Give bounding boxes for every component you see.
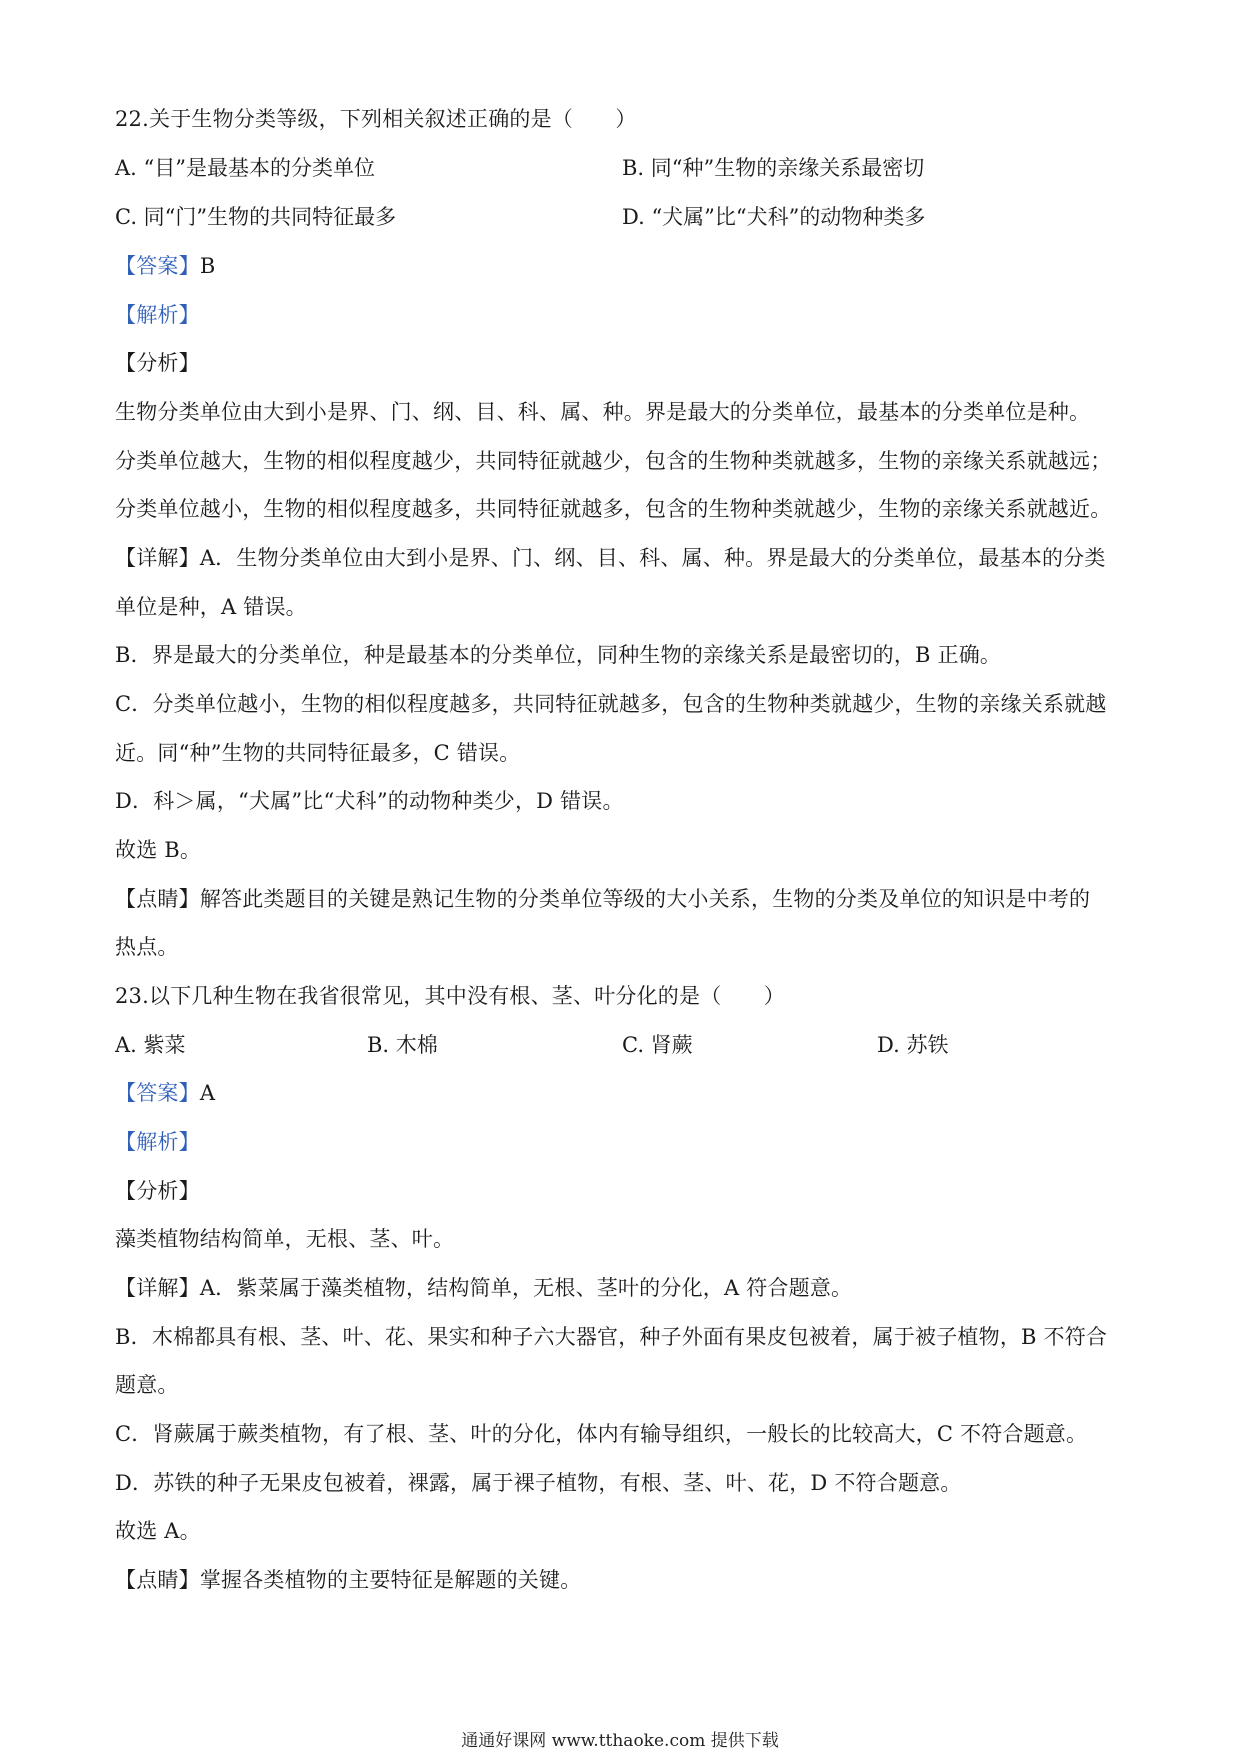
jiexi-tag: 【解析】 <box>115 303 200 327</box>
q23-option-a: A. 紫菜 <box>115 1033 186 1057</box>
q22-fenxi-line: 分类单位越小，生物的相似程度越多，共同特征就越多，包含的生物种类就越少，生物的亲缘关系就越近。 <box>115 497 1112 521</box>
q23-detail-line: 故选 A。 <box>115 1519 201 1543</box>
xiangjie-tag: 【详解】 <box>115 1276 200 1300</box>
q22-answer <box>115 251 1135 281</box>
q23-jiexi <box>115 1127 1135 1157</box>
answer-tag: 【答案】 <box>115 1081 200 1105</box>
q22-fenxi-heading: 【分析】 <box>115 351 200 375</box>
q23-option-d: D. 苏铁 <box>877 1033 949 1057</box>
q23-fenxi-line: 藻类植物结构简单，无根、茎、叶。 <box>115 1227 455 1251</box>
dianjing-text: 掌握各类植物的主要特征是解题的关键。 <box>199 1568 582 1592</box>
dianjing-tag: 【点睛】 <box>115 887 200 911</box>
q22-option-d: D. “犬属”比“犬科”的动物种类多 <box>622 205 926 229</box>
q22-fenxi-line: 生物分类单位由大到小是界、门、纲、目、科、属、种。界是最大的分类单位，最基本的分类单位是种。 <box>115 400 1091 424</box>
q23-option-b: B. 木棉 <box>367 1033 438 1057</box>
xiangjie-text: A．紫菜属于藻类植物，结构简单，无根、茎叶的分化，A 符合题意。 <box>199 1276 853 1300</box>
q23-detail-line: B．木棉都具有根、茎、叶、花、果实和种子六大器官，种子外面有果皮包被着，属于被子植物，B 不符合 <box>115 1325 1108 1349</box>
q22-dianjing <box>115 884 1135 914</box>
q23-answer <box>115 1078 1135 1108</box>
q23-dianjing <box>115 1565 1135 1595</box>
q22-fenxi-line: 分类单位越大，生物的相似程度越少，共同特征就越少，包含的生物种类就越多，生物的亲缘关系就越远； <box>115 449 1112 473</box>
jiexi-tag: 【解析】 <box>115 1130 200 1154</box>
q23-detail-line: D．苏铁的种子无果皮包被着，裸露，属于裸子植物，有根、茎、叶、花，D 不符合题意。 <box>115 1471 962 1495</box>
q22-option-c: C. 同“门”生物的共同特征最多 <box>115 205 397 229</box>
answer-value: B <box>199 254 216 278</box>
q22-xiangjie <box>115 543 1135 573</box>
answer-tag: 【答案】 <box>115 254 200 278</box>
q23-detail-line: C．肾蕨属于蕨类植物，有了根、茎、叶的分化，体内有输导组织，一般长的比较高大，C 不符合题意。 <box>115 1422 1088 1446</box>
dianjing-tag: 【点睛】 <box>115 1568 200 1592</box>
q22-jiexi <box>115 300 1135 330</box>
answer-value: A <box>199 1081 216 1105</box>
q23-stem: 23.以下几种生物在我省很常见，其中没有根、茎、叶分化的是（ ） <box>115 984 785 1008</box>
q23-option-c: C. 肾蕨 <box>622 1033 693 1057</box>
q23-fenxi-heading: 【分析】 <box>115 1179 200 1203</box>
page-footer: 通通好课网 www.tthaoke.com 提供下载 <box>461 1731 779 1751</box>
xiangjie-tag: 【详解】 <box>115 546 200 570</box>
q23-xiangjie <box>115 1273 1135 1303</box>
q22-detail-line: 近。同“种”生物的共同特征最多，C 错误。 <box>115 741 521 765</box>
q22-dianjing-cont: 热点。 <box>115 935 179 959</box>
q22-detail-line: 单位是种，A 错误。 <box>115 595 307 619</box>
q22-stem: 22.关于生物分类等级，下列相关叙述正确的是（ ） <box>115 107 637 131</box>
q22-detail-line: C．分类单位越小，生物的相似程度越多，共同特征就越多，包含的生物种类就越少，生物的亲缘关系就越 <box>115 692 1107 716</box>
q22-option-b: B. 同“种”生物的亲缘关系最密切 <box>622 156 925 180</box>
xiangjie-text: A．生物分类单位由大到小是界、门、纲、目、科、属、种。界是最大的分类单位，最基本的分类 <box>199 546 1106 570</box>
q23-detail-line: 题意。 <box>115 1373 179 1397</box>
q22-detail-line: 故选 B。 <box>115 838 202 862</box>
q22-detail-line: B．界是最大的分类单位，种是最基本的分类单位，同种生物的亲缘关系是最密切的，B 正确。 <box>115 643 1002 667</box>
q22-detail-line: D．科＞属，“犬属”比“犬科”的动物种类少，D 错误。 <box>115 789 624 813</box>
dianjing-text: 解答此类题目的关键是熟记生物的分类单位等级的大小关系，生物的分类及单位的知识是中考的 <box>199 887 1091 911</box>
q22-option-a: A. “目”是最基本的分类单位 <box>115 156 375 180</box>
